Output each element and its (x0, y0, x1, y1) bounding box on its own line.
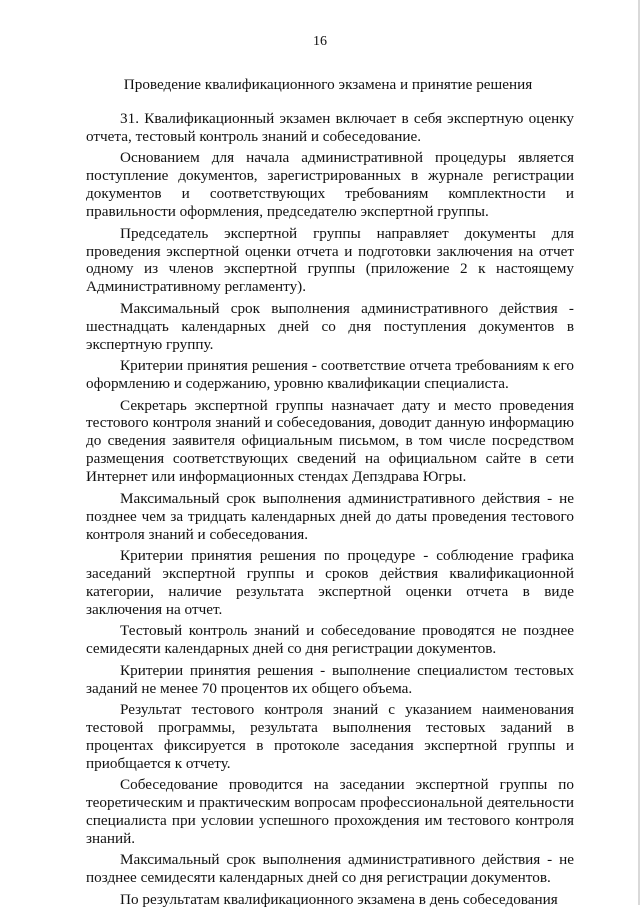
paragraph-max-term-seventy-days: Максимальный срок выполнения административного действия - не позднее семидесяти календарных дней со дня регистрации документов. (86, 851, 574, 887)
page-number: 16 (313, 34, 327, 49)
paragraph-decision-criteria-test: Критерии принятия решения - выполнение специалистом тестовых заданий не менее 70 процентов их общего объема. (86, 661, 574, 697)
paragraph-decision-criteria-procedure: Критерии принятия решения по процедуре - соблюдение графика заседаний экспертной группы и сроков действия квалификационной категории, наличие результата экспертной оценки отчета в виде заключения на отчет. (86, 547, 574, 618)
paragraph-decision-criteria-report: Критерии принятия решения - соответствие отчета требованиям к его оформлению и содержанию, уровню квалификации специалиста. (86, 357, 574, 393)
paragraph-31-exam-content: 31. Квалификационный экзамен включает в себя экспертную оценку отчета, тестовый контроль знаний и собеседование. (86, 110, 574, 145)
paragraph-interview-conducted: Собеседование проводится на заседании экспертной группы по теоретическим и практическим вопросам профессиональной деятельности специалиста при условии успешного прохождения им тестового контроля знаний. (86, 776, 574, 847)
section-title: Проведение квалификационного экзамена и принятие решения (123, 76, 533, 93)
paragraph-exam-results: По результатам квалификационного экзамена в день собеседования (120, 890, 558, 908)
paragraph-test-and-interview-deadline: Тестовый контроль знаний и собеседование проводятся не позднее семидесяти календарных дней со дня регистрации документов. (86, 622, 574, 658)
paragraph-max-term-sixteen-days: Максимальный срок выполнения административного действия - шестнадцать календарных дней со дня поступления документов в экспертную группу. (86, 299, 574, 353)
paragraph-chairman-sends-documents: Председатель экспертной группы направляет документы для проведения экспертной оценки отчета и подготовки заключения на отчет одному из членов экспертной группы (приложение 2 к настоящему Административному регламенту). (86, 224, 574, 296)
paragraph-test-result-recorded: Результат тестового контроля знаний с указанием наименования тестовой программы, результата выполнения тестовых заданий в процентах фиксируется в протоколе заседания экспертной группы и приобщается к отчету. (86, 701, 574, 772)
paragraph-secretary-schedules: Секретарь экспертной группы назначает дату и место проведения тестового контроля знаний и собеседования, доводит данную информацию до сведения заявителя официальным письмом, в том числе посредством размещения соответствующих сведений на официальном сайте в сети Интернет или информационных стендах Депздрава Югры. (86, 396, 574, 486)
paragraph-procedure-basis: Основанием для начала административной процедуры является поступление документов, зарегистрированных в журнале регистрации документов и соответствующих требованиям комплектности и правильности оформления, председателю экспертной группы. (86, 149, 574, 221)
paragraph-max-term-thirty-days: Максимальный срок выполнения административного действия - не позднее чем за тридцать календарных дней до даты проведения тестового контроля знаний и собеседования. (86, 489, 574, 543)
body-text (86, 110, 574, 912)
